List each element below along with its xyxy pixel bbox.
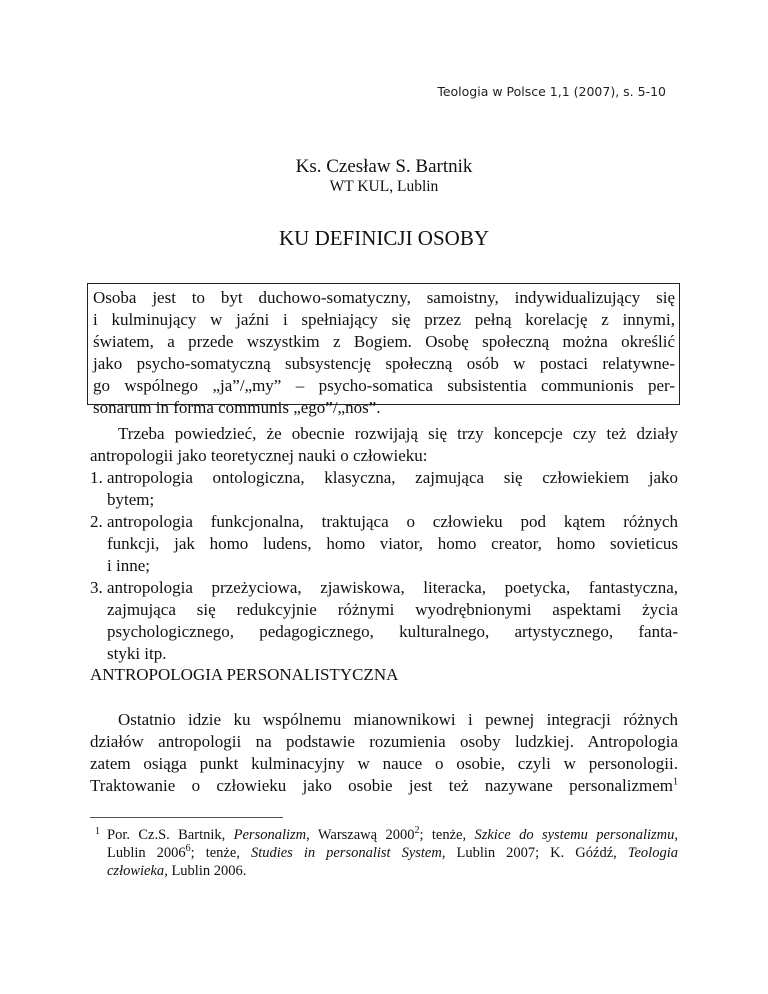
abstract-line: go wspólnego „ja”/„my” – psycho-somatica subsistentia communionis per- [93, 376, 675, 395]
list-line: psychologicznego, pedagogicznego, kulturalnego, artystycznego, fanta- [107, 622, 678, 641]
footnote-line [107, 844, 678, 862]
fn-title: Studies in personalist System [250, 845, 442, 861]
author-affiliation: WT KUL, Lublin [329, 178, 439, 195]
section-heading: ANTROPOLOGIA PERSONALISTYCZNA [90, 665, 399, 684]
list-line: antropologia ontologiczna, klasyczna, zajmująca się człowiekiem jako [107, 468, 678, 487]
list-line: styki itp. [107, 644, 167, 663]
abstract-line: światem, a przede wszystkim z Bogiem. Osobę społeczną można określić [93, 332, 675, 351]
body-line-text: Traktowanie o człowieku jako osobie jest też nazywane personalizmem [90, 776, 673, 795]
body-line: zatem osiąga punkt kulminacyjny w nauce o osobie, czyli w personologii. [90, 754, 678, 773]
fn-text: ; tenże, [190, 845, 251, 861]
fn-text: Por. Cz.S. Bartnik, [107, 827, 234, 843]
article-title: KU DEFINICJI OSOBY [278, 226, 489, 250]
list-line: funkcji, jak homo ludens, homo viator, homo creator, homo sovieticus [107, 534, 678, 553]
fn-text: , [674, 827, 678, 843]
footnote-mark: 1 [95, 826, 100, 837]
author-name: Ks. Czesław S. Bartnik [295, 156, 473, 177]
body-line [90, 775, 678, 797]
abstract-line: i kulminujący w jaźni i spełniający się przez pełną korelację z innymi, [93, 310, 675, 329]
running-header: Teologia w Polsce 1,1 (2007), s. 5-10 [437, 84, 666, 99]
list-number: 3. [90, 578, 103, 597]
fn-title: człowieka [107, 863, 165, 879]
list-line: bytem; [107, 490, 155, 509]
list-number: 1. [90, 468, 103, 487]
fn-text: , Lublin 2006. [164, 863, 247, 879]
fn-text: ; tenże, [419, 827, 475, 843]
fn-edition: 6 [185, 843, 191, 855]
list-line: antropologia funkcjonalna, traktująca o człowieku pod kątem różnych [107, 512, 678, 531]
body-line: działów antropologii na podstawie rozumienia osoby ludzkiej. Antropologia [90, 732, 678, 751]
fn-edition: 2 [414, 825, 420, 837]
fn-title: Teologia [627, 845, 678, 861]
abstract-line: sonarum in forma communis „ego”/„nos”. [93, 398, 381, 417]
list-line: antropologia przeżyciowa, zjawiskowa, literacka, poetycka, fantastyczna, [107, 578, 678, 597]
fn-title: Personalizm [233, 827, 307, 843]
fn-text: Lublin 2006 [107, 845, 186, 861]
body-line: Trzeba powiedzieć, że obecnie rozwijają się trzy koncepcje czy też działy [118, 424, 678, 443]
fn-title: Szkice do systemu personalizmu [474, 827, 675, 843]
fn-text: , Lublin 2007; K. Góźdź, [441, 845, 628, 861]
footnote-line [107, 826, 678, 844]
list-line: zajmująca się redukcyjnie różnymi wyodrębnionymi aspektami życia [107, 600, 678, 619]
list-number: 2. [90, 512, 103, 531]
footnote-reference[interactable]: 1 [673, 776, 678, 788]
footnote-line [107, 862, 678, 880]
body-line: antropologii jako teoretycznej nauki o człowieku: [90, 446, 428, 465]
body-line: Ostatnio idzie ku wspólnemu mianownikowi i pewnej integracji różnych [118, 710, 678, 729]
footnote-divider [90, 817, 283, 818]
fn-text: , Warszawą 2000 [306, 827, 415, 843]
abstract-line: jako psycho-somatyczną subsystencję społeczną osób w postaci relatywne- [93, 354, 675, 373]
abstract-line: Osoba jest to byt duchowo-somatyczny, samoistny, indywidualizujący się [93, 288, 675, 307]
list-line: i inne; [107, 556, 150, 575]
